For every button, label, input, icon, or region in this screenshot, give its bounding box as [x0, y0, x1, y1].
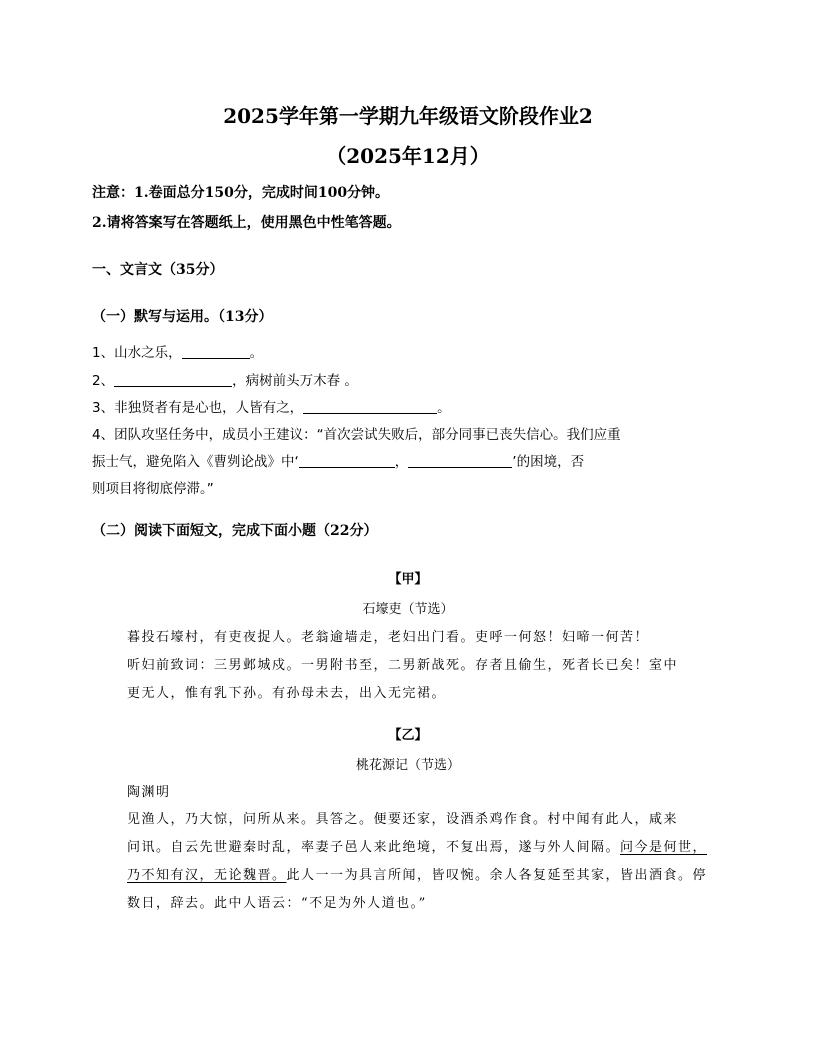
underlined-sentence: 乃不知有汉，无论魏晋。: [127, 868, 287, 883]
passage-jia-label: 【甲】: [388, 572, 428, 587]
question-4-comma: ，: [394, 454, 409, 470]
question-2: [92, 369, 358, 389]
answer-blank-3[interactable]: [303, 399, 437, 414]
passage-yi-author: 陶渊明: [127, 785, 171, 800]
question-4-line-3: 则项目将彻底停滞。”: [92, 481, 214, 497]
passage-yi-label: 【乙】: [388, 728, 428, 743]
question-1-text: 1、山水之乐，: [92, 345, 182, 361]
passage-jia-title: 石壕吏（节选）: [362, 602, 454, 617]
part1-heading: （一）默写与运用。（13分）: [92, 309, 273, 325]
passage-yi-line: 见渔人，乃大惊，问所从来。具答之。便要还家，设酒杀鸡作食。村中闻有此人，咸来: [127, 812, 679, 827]
passage-yi-line-3-text: 此人一一为具言所闻，皆叹惋。余人各复延至其家，皆出酒食。停: [286, 868, 708, 883]
question-3-end: 。: [437, 400, 451, 416]
section-heading-classical: 一、文言文（35分）: [92, 262, 224, 278]
note-line-1: 注意：1.卷面总分150分，完成时间100分钟。: [92, 185, 390, 201]
passage-jia-line: 更无人，惟有乳下孙。有孙母未去，出入无完裙。: [127, 686, 447, 701]
question-1: [92, 341, 263, 361]
passage-jia-line: 听妇前致词：三男邺城戍。一男附书至，二男新战死。存者且偷生，死者长已矣！室中: [127, 658, 679, 673]
question-4-line-2-end: ’的困境，否: [512, 454, 585, 470]
passage-yi-line: [127, 864, 707, 883]
passage-yi-title: 桃花源记（节选）: [355, 758, 460, 773]
passage-jia-line: 暮投石壕村，有吏夜捉人。老翁逾墙走，老妇出门看。吏呼一何怒！妇啼一何苦！: [127, 630, 650, 645]
answer-blank-4b[interactable]: [408, 453, 512, 468]
passage-yi-line-2-text: 问讯。自云先世避秦时乱，率妻子邑人来此绝境，不复出焉，遂与外人间隔。: [127, 840, 621, 855]
answer-blank-2[interactable]: [114, 372, 232, 387]
answer-blank-1[interactable]: [182, 344, 250, 359]
page-title: 2025学年第一学期九年级语文阶段作业2: [223, 104, 593, 128]
question-4-line-1: 4、团队攻坚任务中，成员小王建议：“首次尝试失败后，部分同事已丧失信心。我们应重: [92, 427, 621, 443]
question-3-text: 3、非独贤者有是心也，人皆有之，: [92, 400, 304, 416]
answer-blank-4a[interactable]: [299, 453, 395, 468]
underlined-sentence: 问今是何世，: [620, 840, 708, 855]
page-subtitle: （2025年12月）: [326, 144, 490, 168]
passage-yi-line: [127, 836, 707, 855]
question-4-line-2-text: 振士气，避免陷入《曹刿论战》中‘: [92, 454, 299, 470]
part2-heading: （二）阅读下面短文，完成下面小题（22分）: [92, 523, 378, 539]
question-3: [92, 396, 451, 416]
passage-yi-line: 数日，辞去。此中人语云：“不足为外人道也。”: [127, 896, 427, 911]
question-2-text: 2、: [92, 373, 115, 389]
question-4-line-2: [92, 450, 584, 470]
question-1-end: 。: [249, 345, 264, 361]
note-line-2: 2.请将答案写在答题纸上，使用黑色中性笔答题。: [92, 215, 401, 231]
question-2-end: ，病树前头万木春 。: [232, 373, 358, 389]
